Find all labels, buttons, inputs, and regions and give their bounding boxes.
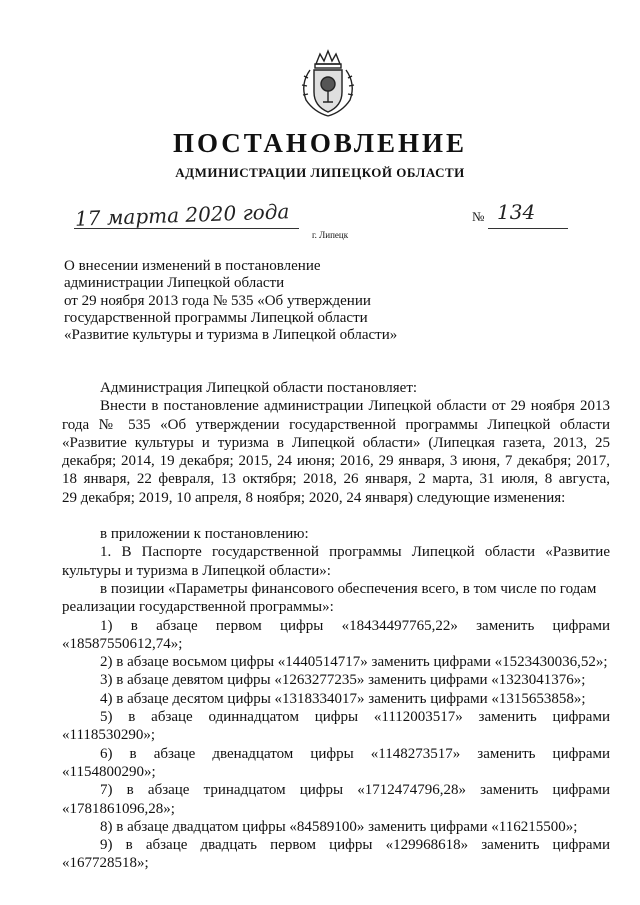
body-line: Внести в постановление администрации Липецкой области от 29 ноября 2013 xyxy=(100,398,610,415)
subitem-8: 8) в абзаце двадцатом цифры «84589100» заменить цифрами «116215500»; xyxy=(100,818,578,835)
subitem-3: 3) в абзаце девятом цифры «1263277235» заменить цифрами «1323041376»; xyxy=(100,672,586,689)
coat-of-arms-emblem xyxy=(296,48,360,120)
number-label: № xyxy=(472,209,485,224)
body-line: «Развитие культуры и туризма в Липецкой области» (Липецкая газета, 2013, 25 xyxy=(62,434,610,451)
appendix-line: в приложении к постановлению: xyxy=(100,526,309,543)
intro-paragraph: Администрация Липецкой области постановляет: xyxy=(100,380,418,396)
handwritten-number: 134 xyxy=(497,200,536,224)
body-line: 18 января, 22 февраля, 13 октября; 2018, 26 января, 2 марта, 31 июля, 8 августа, xyxy=(62,471,610,488)
subitem-1-cont: «18587550612,74»; xyxy=(62,635,183,652)
subitem-2: 2) в абзаце восьмом цифры «1440514717» заменить цифрами «1523430036,52»; xyxy=(100,654,608,671)
subject-line: от 29 ноября 2013 года № 535 «Об утверждении xyxy=(64,292,371,309)
subitem-9: 9) в абзаце двадцать первом цифры «129968618» заменить цифрами xyxy=(100,837,610,854)
subitem-7: 7) в абзаце тринадцатом цифры «1712474796,28» заменить цифрами xyxy=(100,782,610,799)
body-line: декабря; 2014, 19 декабря; 2015, 24 июня; 2016, 29 января, 3 июня, 7 декабря; 2017, xyxy=(62,453,610,470)
subitem-1: 1) в абзаце первом цифры «18434497765,22» заменить цифрами xyxy=(100,617,610,634)
subitem-6: 6) в абзаце двенадцатом цифры «1148273517» заменить цифрами xyxy=(100,745,610,762)
document-subject xyxy=(64,258,397,344)
subject-line: государственной программы Липецкой области xyxy=(64,309,368,326)
document-body xyxy=(62,379,610,873)
city-label: г. Липецк xyxy=(312,230,349,240)
number-underline xyxy=(488,228,568,229)
subject-line: «Развитие культуры и туризма в Липецкой области» xyxy=(64,327,398,344)
position-line: реализации государственной программы»: xyxy=(62,599,334,616)
body-line: 29 декабря; 2019, 10 апреля, 8 ноября; 2020, 24 января) следующие изменения: xyxy=(62,489,566,506)
handwritten-date: 17 марта 2020 года xyxy=(74,199,290,231)
subject-line: администрации Липецкой области xyxy=(64,275,285,292)
subitem-7-cont: «1781861096,28»; xyxy=(62,800,175,817)
subitem-4: 4) в абзаце десятом цифры «1318334017» заменить цифрами «1315653858»; xyxy=(100,690,586,707)
subitem-9-cont: «167728518»; xyxy=(62,855,149,872)
paragraph-gap xyxy=(62,507,610,525)
subject-line: О внесении изменений в постановление xyxy=(64,258,321,274)
issuing-authority: АДМИНИСТРАЦИИ ЛИПЕЦКОЙ ОБЛАСТИ xyxy=(175,165,465,180)
date-underline xyxy=(74,228,299,229)
position-line: в позиции «Параметры финансового обеспечения всего, в том числе по годам xyxy=(100,580,597,597)
subitem-5-cont: «1118530290»; xyxy=(62,727,156,744)
item-1-line: 1. В Паспорте государственной программы Липецкой области «Развитие xyxy=(100,544,610,561)
document-title: ПОСТАНОВЛЕНИЕ xyxy=(172,128,468,158)
item-1-line: культуры и туризма в Липецкой области»: xyxy=(62,562,331,579)
body-line: года № 535 «Об утверждении государственной программы Липецкой области xyxy=(62,416,610,433)
subitem-5: 5) в абзаце одиннадцатом цифры «1112003517» заменить цифрами xyxy=(100,709,610,726)
subitem-6-cont: «1154800290»; xyxy=(62,763,156,780)
